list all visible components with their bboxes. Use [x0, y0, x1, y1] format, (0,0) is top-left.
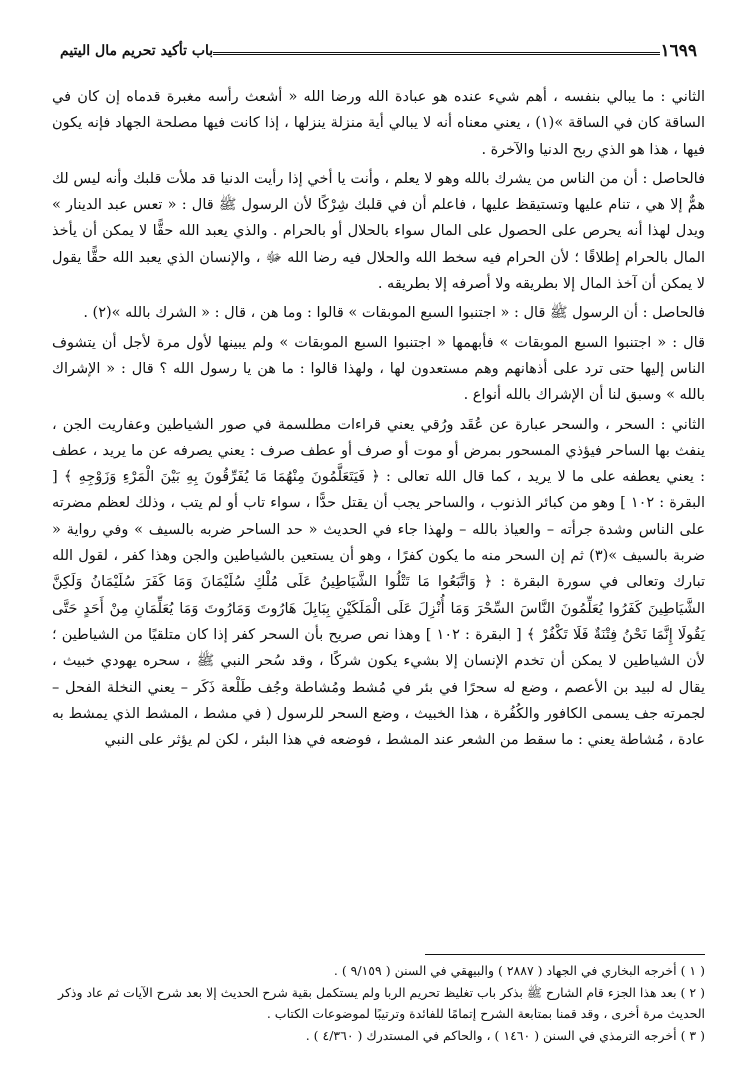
main-text — [52, 84, 705, 753]
footnote: ( ٣ ) أخرجه الترمذي في السنن ( ١٤٦٠ ) ، والحاكم في المستدرك ( ٤/٣٦٠ ) . — [305, 1027, 705, 1043]
footnotes — [52, 960, 705, 1046]
footnotes-separator — [425, 954, 705, 955]
chapter-title: باب تأكيد تحريم مال اليتيم — [60, 43, 214, 59]
page-number: ١٦٩٩ — [660, 41, 697, 61]
header-rule — [213, 52, 660, 55]
paragraph: فالحاصل : أن من الناس من يشرك بالله وهو لا يعلم ، وأنت يا أخي إذا رأيت الدنيا قد ملأت قلبك وأنه ليس لك همٌّ إلا هي ، تنام عليها وتستيقظ عليها ، فاعلم أن في قلبك شِرْكًا لأن الرسول ﷺ قال : « تعس عبد الدينار » ويدل لهذا أنه يحرص على الحصول على المال سواء بالحلال أو بالحرام . والذي يعبد الله حقًّا لا يمكن أن يأخذ المال بالحرام إطلاقًا ؛ لأن الحرام فيه سخط الله والحلال فيه رضا الله ﷻ ، والإنسان الذي يعبد الله حقًّا يقول لا يمكن أن آخذ المال إلا بطريقه ولا أصرفه إلا بطريقه . — [52, 170, 705, 293]
paragraph: الثاني : السحر ، والسحر عبارة عن عُقَد ورُقي يعني قراءات مطلسمة في صور الشياطين وعفاريت الجن ، ينفث بها الساحر فيؤذي المسحور بمرض أو موت أو صرف أو عطف صرف : يعني يصرفه عن ما يريد ، عطف : يعني يعطفه على ما لا يريد ، كما قال الله تعالى : ﴿ فَيَتَعَلَّمُونَ مِنْهُمَا مَا يُفَرِّقُونَ بِهِ بَيْنَ الْمَرْءِ وَزَوْجِهِ ﴾ [ البقرة : ١٠٢ ] وهو من كبائر الذنوب ، والساحر يجب أن يقتل حدًّا ، سواء تاب أو لم يتب ، وذلك لعظم مضرته على الناس وشدة جرأته – والعياذ بالله – ولهذا جاء في الحديث « حد الساحر ضربه بالسيف » وفي رواية « ضربة بالسيف »(٣) ثم إن السحر منه ما يكون كفرًا ، وهو أن يستعين بالشياطين والجن وهذا كفر ، لقول الله تبارك وتعالى في سورة البقرة : ﴿ وَاتَّبَعُوا مَا تَتْلُوا الشَّيَاطِينُ عَلَى مُلْكِ سُلَيْمَانَ وَمَا كَفَرَ سُلَيْمَانُ وَلَكِنَّ الشَّيَاطِينَ كَفَرُوا يُعَلِّمُونَ النَّاسَ السِّحْرَ وَمَا أُنْزِلَ عَلَى الْمَلَكَيْنِ بِبَابِلَ هَارُوتَ وَمَارُوتَ وَمَا يُعَلِّمَانِ مِنْ أَحَدٍ حَتَّى يَقُولَا إِنَّمَا نَحْنُ فِتْنَةٌ فَلَا تَكْفُرْ ﴾ [ البقرة : ١٠٢ ] وهذا نص صريح بأن السحر كفر إذا كان متلقيًا من الشياطين ؛ لأن الشياطين لا يمكن أن تخدم الإنسان إلا بشيء يكون شركًا ، وقد سُحر النبي ﷺ ، سحره يهودي خبيث ، يقال له لبيد بن الأعصم ، وضع له سحرًا في بئر في مُشط ومُشاطة وجُف طَلْعة ذَكَر – يعني النخلة الفحل – لجمرته جف يسمى الكافور والكُفُرة ، هذا الخبيث ، وضع السحر للرسول ( في مشط ، المشط الذي يمشط به عادة ، مُشاطة يعني : ما سقط من الشعر عند المشط ، فوضعه في هذا البئر ، لكن لم يؤثر على النبي — [52, 416, 706, 749]
footnote: ( ١ ) أخرجه البخاري في الجهاد ( ٢٨٨٧ ) والبيهقي في السنن ( ٩/١٥٩ ) . — [333, 963, 705, 978]
paragraph: قال : « اجتنبوا السبع الموبقات » فأبهمها « اجتنبوا السبع الموبقات » ولم يبينها لأول مرة لأجل أن يتشوف الناس إليها حتى ترد على أذهانهم وهم مستعدون لها ، ولهذا قالوا : ما هن يا رسول الله ؟ قال : « الإشراك بالله » وسبق لنا أن الإشراك بالله أنواع . — [52, 334, 705, 404]
paragraph: فالحاصل : أن الرسول ﷺ قال : « اجتنبوا السبع الموبقات » قالوا : وما هن ، قال : « الشرك بالله »(٢) . — [83, 305, 705, 322]
footnote: ( ٢ ) بعد هذا الجزء قام الشارح ﷺ بذكر باب تغليظ تحريم الربا ولم يستكمل بقية شرح الحديث إلا بعد شرح الآيات ثم عاد وذكر الحديث مرة أخرى ، وقد قمنا بمتابعة الشرح إتمامًا للفائدة وترتيبًا لموضوعات الكتاب . — [58, 984, 705, 1021]
page-header — [52, 38, 705, 64]
paragraph: الثاني : ما يبالي بنفسه ، أهم شيء عنده هو عبادة الله ورضا الله « أشعث رأسه مغبرة قدماه إن كان في الساقة كان في الساقة »(١) ، يعني معناه أنه لا يبالي أية منزلة ينزلها ، إذا كانت فيها مصلحة الجهاد فإنه يكون فيها ، هذا هو الذي ربح الدنيا والآخرة . — [52, 89, 705, 158]
